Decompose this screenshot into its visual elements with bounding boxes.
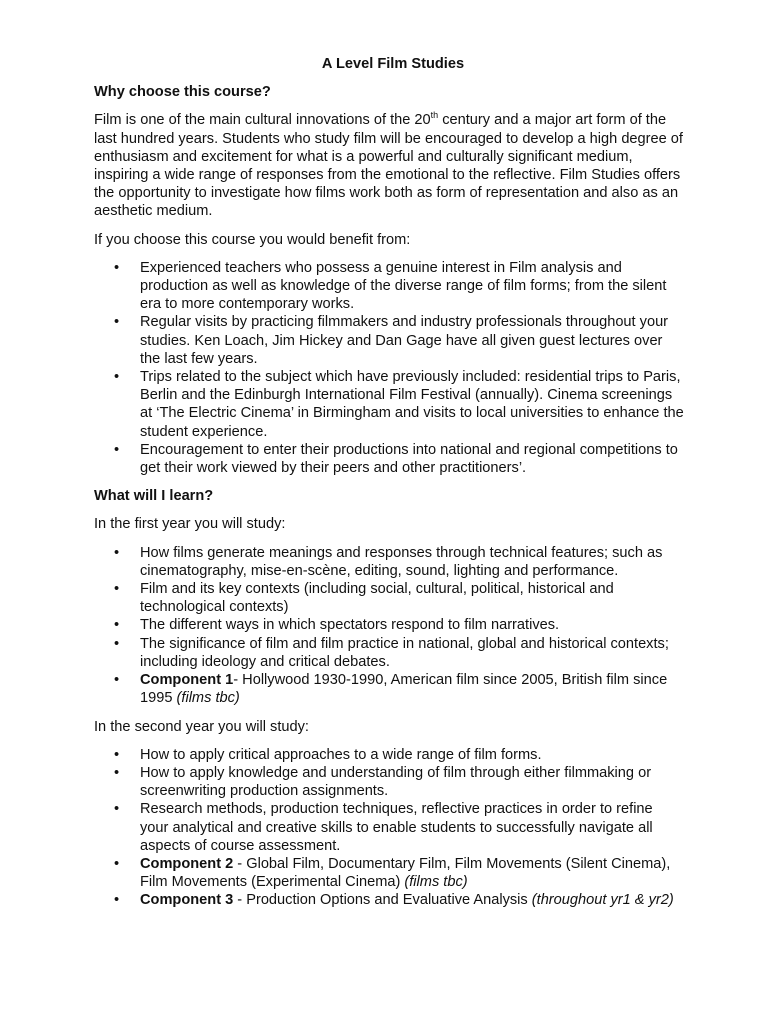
- section-heading-what-learn: What will I learn?: [94, 488, 214, 505]
- list-item-text: The significance of film and film practice in national, global and historical contexts; including ideology and critical debates.: [140, 635, 669, 670]
- component-1-label: Component 1: [140, 672, 234, 689]
- list-item-text: How to apply knowledge and understanding of film through either filmmaking or screenwriting production assignments.: [140, 764, 652, 800]
- list-item: [94, 580, 684, 616]
- list-item-component-3: [94, 891, 684, 909]
- list-item-component-2: [94, 855, 684, 891]
- list-item-text: Encouragement to enter their productions into national and regional competitions to get their work viewed by their peers and other practitioners’.: [140, 441, 678, 477]
- document-page: [94, 55, 684, 920]
- bullet-icon: •: [114, 746, 120, 763]
- bullet-icon: •: [114, 314, 120, 331]
- year1-intro: In the first year you will study:: [94, 516, 286, 533]
- component-1-note: (films tbc): [176, 690, 240, 707]
- list-item: [94, 313, 684, 368]
- list-item: [94, 800, 684, 855]
- component-2-text: - Global Film, Documentary Film, Film Movements (Silent Cinema), Film Movements (Experimental Cinema): [140, 855, 671, 891]
- bullet-icon: •: [114, 581, 120, 598]
- bullet-icon: •: [114, 544, 120, 561]
- intro-text-end: century and a major art form of the last hundred years. Students who study film will be encouraged to develop a high degree of enthusiasm and excitement for what is a powerful and culturally significant medium, inspiring a wide range of responses from the emotional to the reflective. Film Studies offers the opportunity to investigate how films work both as form of representation and also as an aesthetic medium.: [94, 112, 683, 220]
- year2-intro: In the second year you will study:: [94, 718, 309, 735]
- bullet-icon: •: [114, 617, 120, 634]
- list-item-component-1: [94, 671, 684, 707]
- section-heading-why-choose: Why choose this course?: [94, 84, 271, 101]
- component-3-text: - Production Options and Evaluative Analysis: [233, 892, 532, 909]
- list-item: [94, 441, 684, 477]
- list-item-text: How films generate meanings and responses through technical features; such as cinematography, mise-en-scène, editing, sound, lighting and performance.: [140, 544, 663, 579]
- component-1-text: - Hollywood 1930-1990, American film since 2005, British film since 1995: [140, 672, 668, 707]
- list-item: [94, 544, 684, 580]
- bullet-icon: •: [114, 892, 120, 909]
- list-item: [94, 368, 684, 441]
- list-item: [94, 616, 684, 634]
- list-item: [94, 764, 684, 800]
- intro-paragraph: [94, 111, 684, 220]
- component-2-note: (films tbc): [404, 874, 468, 891]
- bullet-icon: •: [114, 672, 120, 689]
- component-2-label: Component 2: [140, 855, 234, 872]
- intro-text-start: Film is one of the main cultural innovations of the 20: [94, 112, 431, 129]
- list-item-text: Research methods, production techniques, reflective practices in order to refine your analytical and creative skills to enable students to successfully navigate all aspects of course assessment.: [140, 801, 653, 854]
- list-item: [94, 746, 684, 764]
- benefits-list: [94, 259, 684, 477]
- bullet-icon: •: [114, 801, 120, 818]
- year1-list: [94, 544, 684, 708]
- list-item-text: How to apply critical approaches to a wide range of film forms.: [140, 746, 542, 763]
- benefit-intro: If you choose this course you would benefit from:: [94, 231, 411, 248]
- list-item-text: Film and its key contexts (including social, cultural, political, historical and technological contexts): [140, 581, 614, 616]
- year2-list: [94, 746, 684, 910]
- document-title: A Level Film Studies: [321, 56, 465, 72]
- bullet-icon: •: [114, 855, 120, 872]
- component-3-note: (throughout yr1 & yr2): [531, 892, 674, 909]
- list-item-text: Trips related to the subject which have previously included: residential trips to Paris, Berlin and the Edinburgh International Film Festival (annually). Cinema screenings at ‘The Electric Cinema’ in Birmingham and visits to local universities to enhance the student experience.: [140, 369, 684, 440]
- list-item: [94, 259, 684, 314]
- list-item-text: Experienced teachers who possess a genuine interest in Film analysis and production as well as knowledge of the diverse range of film forms; from the silent era to more contemporary works.: [140, 259, 667, 313]
- bullet-icon: •: [114, 764, 120, 781]
- list-item: [94, 635, 684, 671]
- component-3-label: Component 3: [140, 892, 234, 909]
- intro-superscript: th: [430, 110, 439, 121]
- bullet-icon: •: [114, 369, 120, 386]
- list-item-text: The different ways in which spectators respond to film narratives.: [140, 617, 560, 634]
- list-item-text: Regular visits by practicing filmmakers and industry professionals throughout your studies. Ken Loach, Jim Hickey and Dan Gage have all given guest lectures over the last few years.: [140, 314, 669, 367]
- bullet-icon: •: [114, 441, 120, 458]
- bullet-icon: •: [114, 635, 120, 652]
- bullet-icon: •: [114, 259, 120, 276]
